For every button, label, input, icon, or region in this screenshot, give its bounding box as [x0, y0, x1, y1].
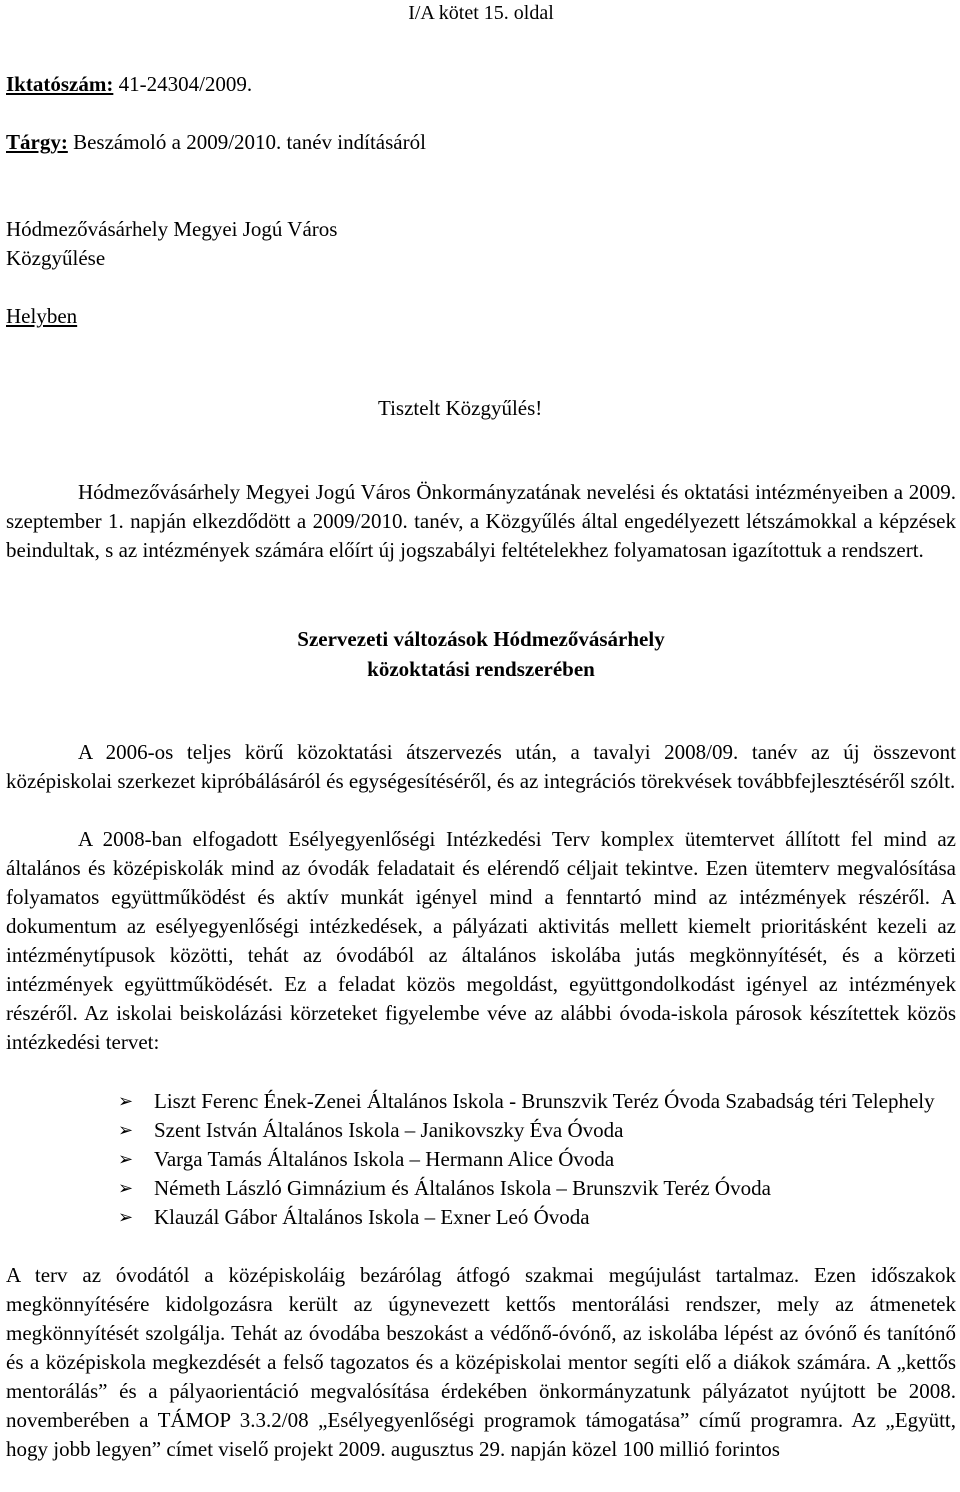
list-item-text: Németh László Gimnázium és Általános Iskola – Brunszvik Teréz Óvoda — [154, 1176, 771, 1200]
list-item-text: Varga Tamás Általános Iskola – Hermann Alice Óvoda — [154, 1147, 615, 1171]
targy-label: Tárgy: — [6, 130, 68, 154]
paragraph-mentoring: A terv az óvodától a középiskoláig bezárólag átfogó szakmai megújulást tartalmaz. Ezen időszakok megkönnyítésére kidolgozásra került az úgynevezett kettős mentorálási rendszer, mely az átmenetek megkönnyítését szolgálja. Tehát az óvodába beszokást a védőnő-óvónő, az iskolába lépést az óvónő és tanítónő és a középiskola megkezdését a felső tagozatos és a középiskolai mentor segíti elő a diákok számára. A „kettős mentorálás” és a pályaorientáció megvalósítása érdekében önkormányzatunk pályázatot nyújtott be 2008. novemberében a TÁMOP 3.3.2/08 „Esélyegyenlőségi programok támogatása” című programra. Az „Együtt, hogy jobb legyen” címet viselő projekt 2009. augusztus 29. napján közel 100 millió forintos — [6, 1263, 956, 1461]
list-item-text: Klauzál Gábor Általános Iskola – Exner Leó Óvoda — [154, 1205, 590, 1229]
list-item-text: Szent István Általános Iskola – Janikovszky Éva Óvoda — [154, 1118, 624, 1142]
intro-paragraph: Hódmezővásárhely Megyei Jogú Város Önkormányzatának nevelési és oktatási intézményeiben a 2009. szeptember 1. napján elkezdődött a 2009/2010. tanév, a Közgyűlés által engedélyezett létszámokkal a képzések beindultak, s az intézmények számára előírt új jogszabályi feltételekhez folyamatosan igazítottuk a rendszert. — [6, 480, 956, 562]
arrowhead-bullet-icon: ➢ — [118, 1149, 134, 1169]
school-kindergarten-pairs-list — [6, 1087, 956, 1232]
addressee-line-2: Közgyűlése — [6, 246, 106, 270]
targy-value: Beszámoló a 2009/2010. tanév indításáról — [67, 130, 426, 154]
paragraph-equal-opportunity-plan: A 2008-ban elfogadott Esélyegyenlőségi Intézkedési Terv komplex ütemtervet állított fel mind az általános és középiskolák mind az óvodák feladatait és elérendő céljait tekintve. Ezen ütemterv megvalósítása folyamatos együttműködést és aktív munkát igényel mind a fenntartó mind az intézmények részéről. A dokumentum az esélyegyenlőségi intézkedések, a pályázati aktivitás mellett kiemelt prioritásként kezeli az intézménytípusok közötti, tehát az óvodából az általános iskolába jutás megkönnyítését, és a körzeti intézmények együttműködését. Ez a feladat közös megoldást, együttgondolkodást igényel az intézmények részéről. Az iskolai beiskolázási körzeteket figyelembe véve az alábbi óvoda-iskola párosok készítettek közös intézkedési tervet: — [6, 827, 956, 1054]
targy-line — [6, 130, 426, 155]
iktatoszam-value: 41-24304/2009. — [113, 72, 253, 96]
list-item — [6, 1203, 956, 1232]
list-item — [6, 1116, 956, 1145]
list-item — [6, 1145, 956, 1174]
list-item-text: Liszt Ferenc Ének-Zenei Általános Iskola - Brunszvik Teréz Óvoda Szabadság téri Telephely — [154, 1089, 935, 1113]
list-item — [6, 1087, 956, 1116]
arrowhead-bullet-icon: ➢ — [118, 1207, 134, 1227]
addressee-helyben: Helyben — [6, 304, 78, 328]
paragraph-reorganization: A 2006-os teljes körű közoktatási átszervezés után, a tavalyi 2008/09. tanév az új összevont középiskolai szerkezet kipróbálásáról és egységesítéséről, és az integrációs törekvések továbbfejlesztéséről szólt. — [6, 740, 956, 793]
iktatoszam-line — [6, 72, 252, 97]
arrowhead-bullet-icon: ➢ — [118, 1091, 134, 1111]
page-header: I/A kötet 15. oldal — [408, 2, 554, 24]
list-item — [6, 1174, 956, 1203]
arrowhead-bullet-icon: ➢ — [118, 1178, 134, 1198]
addressee-line-1: Hódmezővásárhely Megyei Jogú Város — [6, 217, 338, 241]
greeting: Tisztelt Közgyűlés! — [378, 396, 543, 420]
iktatoszam-label: Iktatószám: — [6, 72, 114, 96]
section-heading-line-2: közoktatási rendszerében — [367, 657, 595, 681]
section-heading-line-1: Szervezeti változások Hódmezővásárhely — [297, 627, 665, 651]
section-heading — [6, 624, 956, 684]
arrowhead-bullet-icon: ➢ — [118, 1120, 134, 1140]
